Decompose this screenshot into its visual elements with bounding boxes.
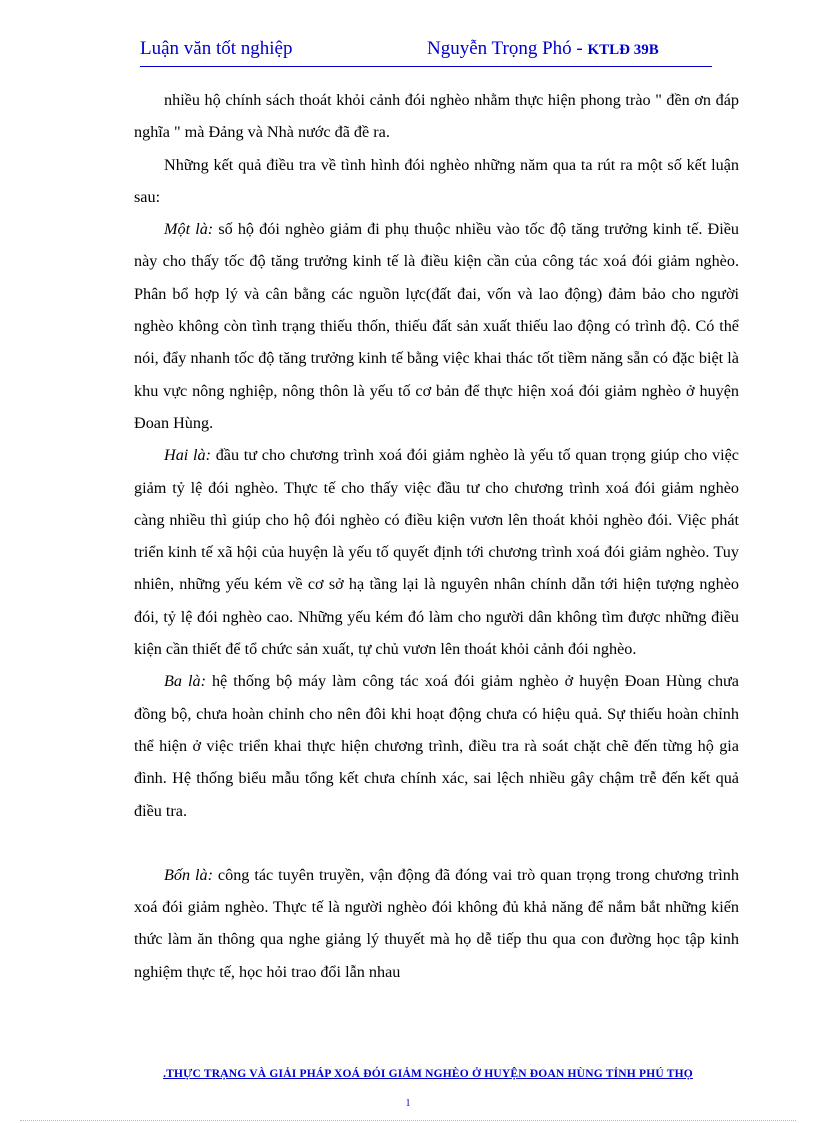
header-thesis-label: Luận văn tốt nghiệp xyxy=(140,38,293,59)
paragraph-2 xyxy=(134,149,739,214)
page-header xyxy=(140,38,712,67)
page-footer-title: .THỰC TRẠNG VÀ GIẢI PHÁP XOÁ ĐÓI GIẢM NGHÈO Ở HUYỆN ĐOAN HÙNG TỈNH PHÚ THỌ xyxy=(163,1068,693,1080)
header-class-code: KTLĐ 39B xyxy=(587,42,659,58)
paragraph-mot-la xyxy=(134,213,739,439)
paragraph-text: hệ thống bộ máy làm công tác xoá đói giảm nghèo ở huyện Đoan Hùng chưa đồng bộ, chưa hoàn chỉnh cho nên đôi khi hoạt động chưa có hiệu quả. Sự thiếu hoàn chỉnh thể hiện ở việc triển khai thực hiện chương trình, điều tra rà soát chặt chẽ đến từng hộ gia đình. Hệ thống biểu mẫu tổng kết chưa chính xác, sai lệch nhiều gây chậm trễ đến kết quả điều tra. xyxy=(134,672,739,820)
paragraph-lead: Ba là: xyxy=(164,672,206,691)
paragraph-ba-la xyxy=(134,665,739,826)
paragraph-lead: Bốn là: xyxy=(164,865,213,884)
paragraph-1 xyxy=(134,84,739,149)
header-author xyxy=(427,38,659,60)
header-author-name: Nguyễn Trọng Phó - xyxy=(427,38,588,59)
page-break-line xyxy=(20,1120,796,1121)
paragraph-hai-la xyxy=(134,439,739,665)
paragraph-spacer xyxy=(134,827,739,859)
document-body xyxy=(134,84,739,988)
paragraph-text: nhiều hộ chính sách thoát khỏi cảnh đói nghèo nhằm thực hiện phong trào " đền ơn đáp nghĩa " mà Đảng và Nhà nước đã đề ra. xyxy=(134,91,739,142)
paragraph-text: công tác tuyên truyền, vận động đã đóng vai trò quan trọng trong chương trình xoá đói giảm nghèo. Thực tế là người nghèo đói không đủ khả năng để nắm bắt những kiến thức làm ăn thông qua nghe giảng lý thuyết mà họ dễ tiếp thu qua con đường học tập kinh nghiệm thực tế, học hỏi trao đổi lẫn nhau xyxy=(134,865,739,981)
paragraph-bon-la xyxy=(134,859,739,988)
page-number: 1 xyxy=(405,1098,411,1109)
paragraph-text: số hộ đói nghèo giảm đi phụ thuộc nhiều vào tốc độ tăng trưởng kinh tế. Điều này cho thấy tốc độ tăng trưởng kinh tế là điều kiện cần của công tác xoá đói giảm nghèo. Phân bổ hợp lý và cân bằng các nguồn lực(đất đai, vốn và lao động) đảm bảo cho người nghèo không còn tình trạng thiếu thốn, thiếu đất sản xuất thiếu lao động có trình độ. Có thể nói, đẩy nhanh tốc độ tăng trưởng kinh tế bằng việc khai thác tốt tiềm năng sẵn có đặc biệt là khu vực nông nghiệp, nông thôn là yếu tố cơ bản để thực hiện xoá đói giảm nghèo ở huyện Đoan Hùng. xyxy=(134,220,739,432)
paragraph-text: đầu tư cho chương trình xoá đói giảm nghèo là yếu tố quan trọng giúp cho việc giảm tỷ lệ đói nghèo. Thực tế cho thấy việc đầu tư cho chương trình xoá đói giảm nghèo càng nhiều thì giúp cho hộ đói nghèo có điều kiện vươn lên thoát khỏi nghèo đói. Việc phát triển kinh tế xã hội của huyện là yếu tố quyết định tới chương trình xoá đói giảm nghèo. Tuy nhiên, những yếu kém về cơ sở hạ tầng lại là nguyên nhân chính dẫn tới hiện tượng nghèo đói, tỷ lệ đói nghèo cao. Những yếu kém đó làm cho người dân không tìm được những điều kiện cần thiết để tổ chức sản xuất, tự chủ vươn lên thoát khỏi cảnh đói nghèo. xyxy=(134,446,739,659)
paragraph-text: Những kết quả điều tra về tình hình đói nghèo những năm qua ta rút ra một số kết luận sau: xyxy=(134,155,739,206)
paragraph-lead: Hai là: xyxy=(164,446,211,465)
paragraph-lead: Một là: xyxy=(164,220,214,239)
